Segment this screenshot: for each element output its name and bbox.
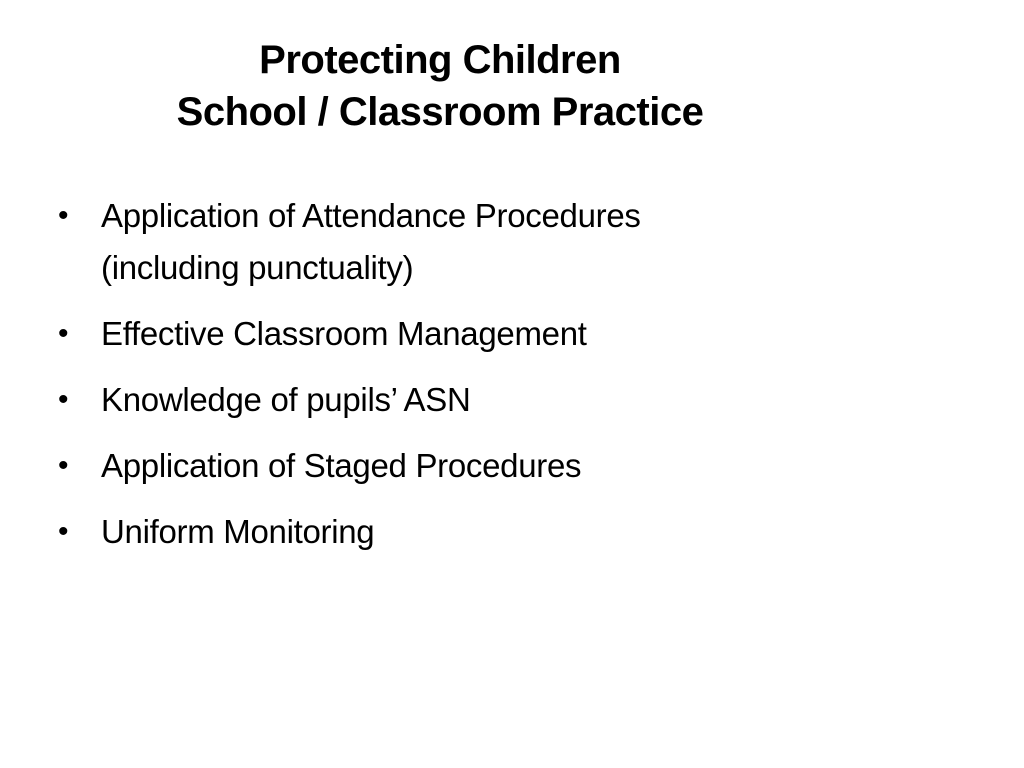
bullet-text: Knowledge of pupils’ ASN <box>101 381 471 418</box>
title-line-1: Protecting Children <box>259 38 621 82</box>
slide-title <box>48 34 832 138</box>
bullet-dot-icon: • <box>58 317 69 350</box>
bullet-item-staged-procedures <box>58 440 958 492</box>
bullet-dot-icon: • <box>58 449 69 482</box>
bullet-text: Application of Staged Procedures <box>101 447 582 484</box>
bullet-item-classroom-management <box>58 308 958 360</box>
bullet-text: Effective Classroom Management <box>101 315 587 352</box>
bullet-text: Uniform Monitoring <box>101 513 375 550</box>
bullet-text: Application of Attendance Procedures (including punctuality) <box>101 197 641 286</box>
title-line-2: School / Classroom Practice <box>176 90 704 134</box>
bullet-dot-icon: • <box>58 515 69 548</box>
bullet-dot-icon: • <box>58 199 69 232</box>
bullet-dot-icon: • <box>58 383 69 416</box>
bullet-item-uniform <box>58 506 958 558</box>
bullet-list <box>58 190 958 572</box>
bullet-item-attendance <box>58 190 958 294</box>
bullet-item-asn <box>58 374 958 426</box>
